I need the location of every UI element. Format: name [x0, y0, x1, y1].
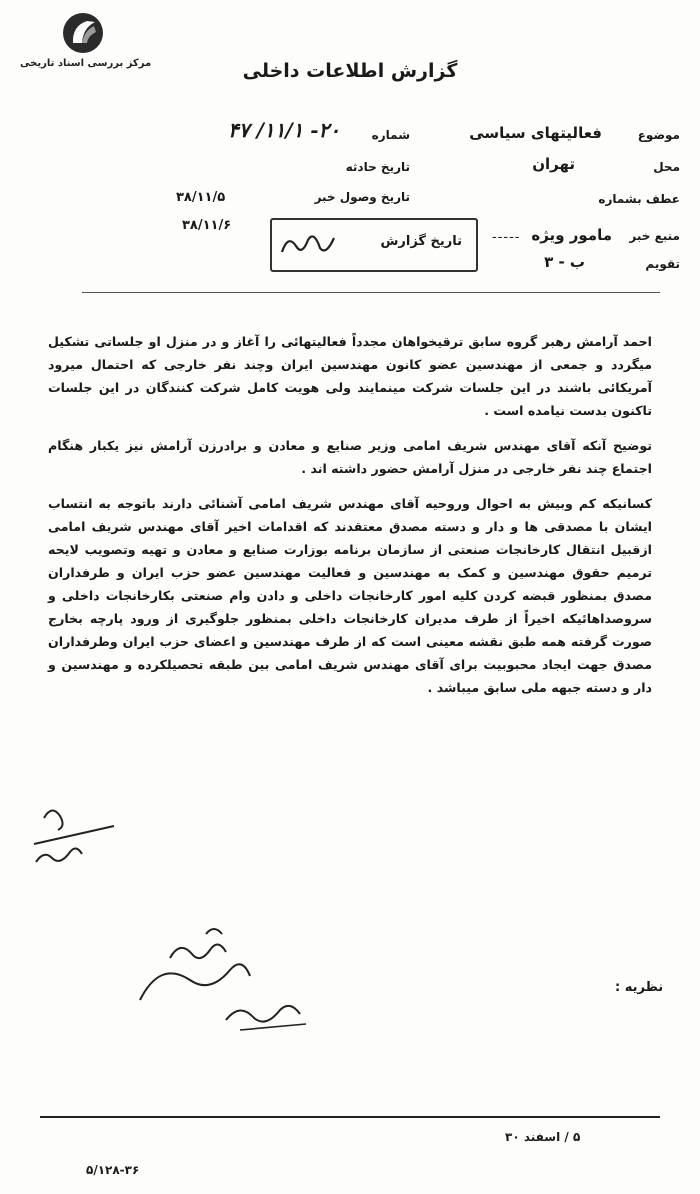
archive-logo-caption: مرکز بررسی اسناد تاریخی [20, 58, 152, 69]
footer-date: ۵ / اسفند ۳۰ [505, 1130, 581, 1144]
source-dashes: ----- [492, 230, 521, 245]
report-body [48, 330, 652, 711]
handwritten-annotation-left [30, 800, 120, 870]
place-value: تهران [532, 155, 575, 173]
archive-logo [20, 12, 152, 74]
incident-date-label: تاریخ حادثه [345, 160, 410, 174]
source-value: مامور ویژه [531, 226, 612, 244]
subject-label: موضوع [637, 128, 680, 142]
number-label: شماره [371, 128, 410, 142]
subject-value: فعالیتهای سیاسی [469, 124, 602, 142]
footer-rule [40, 1116, 660, 1118]
report-date-stamp-text: تاریخ گزارش [380, 234, 462, 249]
body-paragraph-3: کسانیکه کم وبیش به احوال وروحیه آقای مهندس شریف امامی آشنائی دارند باتوجه به انتساب ایشان با مصدقی ها و دار و دسته مصدق معتقدند که اقدامات اخیر آقای مهندس شریف امامی ازقبیل انتقال کارخانجات صنعتی از سازمان برنامه بوزارت صنایع و معادن و تهیه وتصویب لایحه ترمیم حقوق مهندسین و کمک به مهندسین و فعالیت مهندسین عضو حزب ایران و طرفداران مصدق بمنظور قبضه کردن کلیه امور کارخانجات داخلی و دادن وام صنعتی بکارخانجات داخلی و سروصداهائیکه اخیراً از طرف مدیران کارخانجات داخلی بمنظور جلوگیری از ورود پارچه بخارج صورت گرفته همه طبق نقشه معینی است که از طرف مهندسین و اعضای حزب ایران وطرفداران مصدق جهت ایجاد محبوبیت برای آقای مهندس شریف امامی بین طبقه تحصیلکرده و مهندسین و دار و دسته جبهه ملی سابق میباشد . [48, 496, 652, 695]
body-paragraph-2: توضیح آنکه آقای مهندس شریف امامی وزیر صنایع و معادن و برادرزن آرامش نیز یکبار هنگام اجتماع چند نفر خارجی در منزل آرامش حضور داشته اند . [48, 438, 652, 476]
report-date-value: ۳۸/۱۱/۶ [182, 218, 232, 233]
receipt-date-label: تاریخ وصول خبر [314, 190, 410, 204]
stamp-signature [278, 228, 338, 262]
opinion-label: نظریه : [615, 980, 664, 995]
number-value: ۴۷ /۱۱/۱ -۲۰ [228, 118, 341, 142]
rating-value: ب - ۳ [544, 253, 585, 271]
place-label: محل [653, 160, 680, 174]
footer-code: ۵/۱۲۸-۳۶ [86, 1163, 140, 1177]
receipt-date-value: ۳۸/۱۱/۵ [176, 190, 226, 205]
report-date-stamp [270, 218, 478, 272]
source-label: منبع خبر [629, 229, 680, 243]
header-rule [82, 292, 660, 293]
handwritten-signature [130, 920, 330, 1040]
rating-label: تقویم [645, 257, 680, 271]
ref-number-label: عطف بشماره [598, 192, 680, 206]
archive-logo-icon [60, 12, 106, 56]
body-paragraph-1: احمد آرامش رهبر گروه سابق ترقیخواهان مجدداً فعالیتهائی را آغاز و در منزل او جلساتی تشکیل میگردد و جمعی از مهندسین عضو کانون مهندسین ایران وچند نفر خارجی که احتمال میرود آمریکائی باشند در این جلسات شرکت مینمایند ولی هویت کامل شرکت کنندگان در این جلسات تاکنون بدست نیامده است . [48, 334, 652, 418]
report-title: گزارش اطلاعات داخلی [242, 60, 458, 82]
